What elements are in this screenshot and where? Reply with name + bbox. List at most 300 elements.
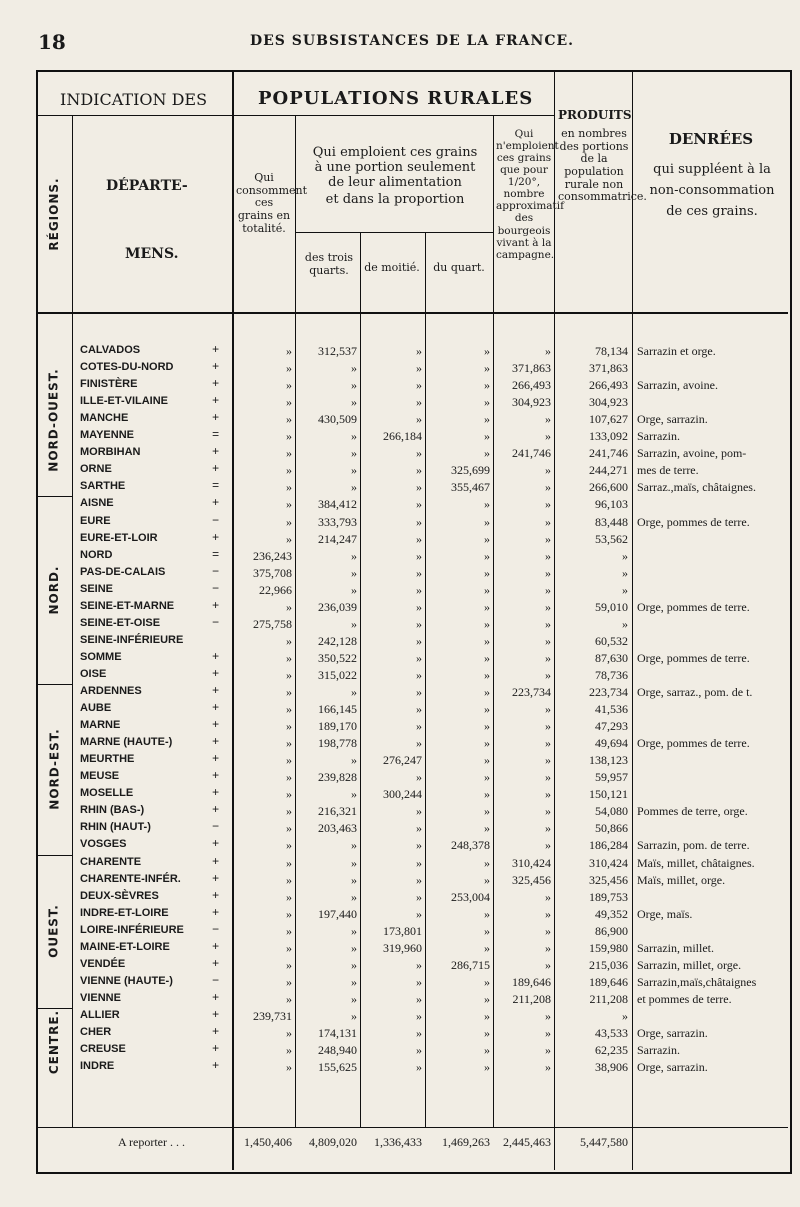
cell-trois-quarts: » (351, 940, 357, 955)
department-name: SEINE-ET-MARNE (80, 599, 175, 612)
cell-produits: 59,957 (595, 770, 628, 785)
cell-trois-quarts: 155,625 (318, 1060, 357, 1075)
cell-moitie: » (416, 872, 422, 887)
cell-trois-quarts: 174,131 (318, 1026, 357, 1040)
cell-vingtieme: » (545, 531, 551, 546)
region-separator (36, 684, 72, 685)
department-name: MAINE-ET-LOIRE (80, 940, 170, 953)
cell-quart: » (484, 736, 490, 751)
cell-totalite: 239,731 (253, 1008, 292, 1023)
cell-trois-quarts: » (351, 787, 357, 802)
cell-vingtieme: » (545, 702, 551, 717)
cell-vingtieme: » (545, 1060, 551, 1075)
department-name: MAYENNE (80, 429, 134, 442)
cell-quart: 248,378 (451, 838, 490, 853)
cell-produits: 49,352 (595, 906, 628, 921)
cell-produits: 53,562 (595, 531, 628, 546)
cell-totalite: » (286, 821, 292, 836)
cell-totalite: » (286, 633, 292, 648)
row-mark: + (212, 888, 220, 903)
cell-trois-quarts: 384,412 (318, 497, 357, 512)
department-name: CREUSE (80, 1043, 126, 1056)
totals-moitie: 1,336,433 (374, 1135, 422, 1149)
row-mark: + (212, 360, 220, 375)
cell-produits: 43,533 (595, 1026, 628, 1040)
cell-produits: 78,736 (595, 667, 628, 682)
row-mark: + (212, 598, 220, 613)
department-name: VIENNE (80, 991, 121, 1004)
cell-produits: 223,734 (589, 685, 628, 699)
cell-trois-quarts: » (351, 1008, 357, 1023)
cell-totalite: » (286, 923, 292, 938)
department-name: EURE (80, 514, 111, 527)
cell-trois-quarts: 203,463 (318, 821, 357, 836)
header-portion-2: à une portion seulement (314, 160, 476, 175)
cell-vingtieme: » (545, 923, 551, 938)
header-portion-1: Qui emploient ces grains (312, 145, 478, 160)
cell-quart: 325,699 (451, 463, 490, 478)
department-name: FINISTÈRE (80, 378, 138, 391)
cell-moitie: » (416, 463, 422, 478)
cell-quart: » (484, 821, 490, 836)
cell-produits: 49,694 (595, 736, 628, 751)
cell-totalite: 275,758 (253, 616, 292, 631)
cell-moitie: » (416, 685, 422, 699)
cell-totalite: » (286, 685, 292, 699)
cell-moitie: » (416, 395, 422, 410)
cell-quart: » (484, 582, 490, 597)
cell-totalite: » (286, 514, 292, 529)
cell-produits: 59,010 (595, 599, 628, 614)
cell-trois-quarts: » (351, 565, 357, 580)
cell-trois-quarts: 239,828 (318, 770, 357, 785)
cell-produits: 107,627 (589, 412, 628, 427)
cell-vingtieme: 211,208 (512, 991, 551, 1006)
header-departements-1: DÉPARTE- (106, 178, 188, 194)
row-mark: + (212, 343, 220, 357)
cell-quart: » (484, 940, 490, 955)
row-mark: + (212, 411, 220, 426)
running-head: DES SUBSISTANCES DE LA FRANCE. (250, 33, 575, 49)
cell-trois-quarts: » (351, 685, 357, 699)
cell-totalite: » (286, 719, 292, 734)
row-mark: + (212, 1007, 220, 1022)
row-mark: + (212, 735, 220, 750)
cell-produits: 189,646 (589, 974, 628, 989)
header-trois-quarts: des trois quarts. (304, 251, 354, 277)
cell-vingtieme: » (545, 548, 551, 563)
cell-produits: » (622, 582, 628, 597)
cell-produits: 304,923 (589, 395, 628, 410)
cell-moitie: » (416, 361, 422, 376)
header-regions: RÉGIONS. (47, 177, 61, 251)
row-mark: + (212, 666, 220, 681)
cell-vingtieme: » (545, 565, 551, 580)
cell-totalite: » (286, 753, 292, 768)
cell-produits: 38,906 (595, 1060, 628, 1075)
cell-moitie: 266,184 (383, 429, 422, 444)
cell-vingtieme: 371,863 (512, 361, 551, 376)
cell-moitie: » (416, 667, 422, 682)
row-mark: − (212, 615, 220, 630)
cell-moitie: » (416, 446, 422, 461)
cell-totalite: 22,966 (259, 582, 292, 597)
cell-quart: » (484, 616, 490, 631)
department-name: SOMME (80, 650, 122, 663)
region-separator (36, 1008, 72, 1009)
department-name: MEURTHE (80, 753, 135, 766)
cell-denrees: Sarrazin, avoine, pom- (637, 446, 747, 461)
cell-totalite: » (286, 1060, 292, 1075)
row-mark: + (212, 445, 220, 460)
cell-moitie: » (416, 736, 422, 751)
cell-totalite: » (286, 855, 292, 870)
cell-vingtieme: » (545, 599, 551, 614)
row-mark: = (212, 547, 220, 562)
cell-vingtieme: 189,646 (512, 974, 551, 989)
department-name: ORNE (80, 463, 112, 476)
cell-produits: 86,900 (595, 923, 628, 938)
cell-vingtieme: » (545, 719, 551, 734)
header-moitie: de moitié. (364, 261, 420, 274)
department-name: SEINE-ET-OISE (80, 616, 161, 629)
cell-vingtieme: » (545, 957, 551, 972)
cell-denrees: Orge, pommes de terre. (637, 650, 750, 665)
cell-produits: 189,753 (589, 889, 628, 904)
cell-totalite: » (286, 429, 292, 444)
cell-totalite: » (286, 974, 292, 989)
cell-totalite: 375,708 (253, 565, 292, 580)
cell-moitie: » (416, 1043, 422, 1058)
department-name: INDRE-ET-LOIRE (80, 906, 169, 919)
cell-quart: » (484, 667, 490, 682)
cell-moitie: » (416, 548, 422, 563)
row-mark: − (212, 564, 220, 579)
row-mark: + (212, 752, 220, 767)
cell-trois-quarts: » (351, 991, 357, 1006)
cell-quart: » (484, 395, 490, 410)
cell-produits: 325,456 (589, 872, 628, 887)
cell-trois-quarts: 214,247 (318, 531, 357, 546)
totals-produits: 5,447,580 (580, 1135, 628, 1149)
cell-trois-quarts: 236,039 (318, 599, 357, 614)
cell-trois-quarts: 333,793 (318, 514, 357, 529)
cell-trois-quarts: 197,440 (318, 906, 357, 921)
row-mark: + (212, 530, 220, 545)
department-name: PAS-DE-CALAIS (80, 565, 166, 578)
cell-denrees: Sarrazin. (637, 1043, 680, 1058)
cell-vingtieme: » (545, 582, 551, 597)
cell-denrees: Maïs, millet, châtaignes. (637, 855, 755, 870)
cell-trois-quarts: » (351, 378, 357, 393)
cell-denrees: Maïs, millet, orge. (637, 872, 726, 887)
cell-quart: » (484, 719, 490, 734)
cell-trois-quarts: 248,940 (318, 1043, 357, 1058)
row-mark: + (212, 462, 220, 477)
cell-totalite: 236,243 (253, 548, 292, 563)
department-name: VIENNE (HAUTE-) (80, 974, 173, 987)
cell-totalite: » (286, 344, 292, 358)
cell-totalite: » (286, 838, 292, 853)
cell-trois-quarts: 312,537 (318, 344, 357, 358)
cell-trois-quarts: 315,022 (318, 667, 357, 682)
cell-produits: » (622, 565, 628, 580)
header-produits-desc: en nombres des portions de la population rurale non consommatrice. (558, 127, 647, 204)
cell-moitie: » (416, 770, 422, 785)
cell-produits: 159,980 (589, 940, 628, 955)
cell-totalite: » (286, 531, 292, 546)
cell-produits: 241,746 (589, 446, 628, 461)
cell-totalite: » (286, 446, 292, 461)
department-name: MOSELLE (80, 787, 134, 800)
cell-trois-quarts: » (351, 616, 357, 631)
row-mark: + (212, 394, 220, 409)
cell-trois-quarts: » (351, 361, 357, 376)
row-mark: + (212, 956, 220, 971)
cell-vingtieme: » (545, 650, 551, 665)
cell-produits: 41,536 (595, 702, 628, 717)
row-mark: + (212, 1042, 220, 1057)
cell-moitie: » (416, 599, 422, 614)
cell-vingtieme: 241,746 (512, 446, 551, 461)
cell-produits: 211,208 (589, 991, 628, 1006)
cell-quart: » (484, 531, 490, 546)
cell-trois-quarts: » (351, 838, 357, 853)
department-name: CHER (80, 1026, 112, 1038)
department-name: RHIN (BAS-) (80, 804, 145, 817)
cell-quart: 286,715 (451, 957, 490, 972)
row-mark: − (212, 973, 220, 988)
cell-quart: » (484, 565, 490, 580)
cell-moitie: » (416, 650, 422, 665)
row-mark: + (212, 803, 220, 818)
department-name: CHARENTE (80, 855, 142, 868)
cell-vingtieme: » (545, 1008, 551, 1023)
cell-denrees: Orge, pommes de terre. (637, 514, 750, 529)
cell-vingtieme: » (545, 736, 551, 751)
cell-moitie: » (416, 804, 422, 819)
header-portion-3: de leur alimentation (328, 175, 462, 190)
cell-moitie: » (416, 582, 422, 597)
cell-quart: » (484, 633, 490, 648)
row-mark: − (212, 513, 220, 528)
cell-moitie: » (416, 497, 422, 512)
cell-moitie: » (416, 1026, 422, 1040)
department-name: ARDENNES (80, 685, 142, 697)
cell-quart: » (484, 446, 490, 461)
cell-totalite: » (286, 736, 292, 751)
cell-quart: 355,467 (451, 480, 490, 495)
cell-quart: » (484, 1008, 490, 1023)
header-portion-4: et dans la proportion (325, 192, 465, 207)
region-label: NORD-EST. (47, 728, 61, 810)
cell-trois-quarts: 242,128 (318, 633, 357, 648)
cell-trois-quarts: » (351, 855, 357, 870)
department-name: DEUX-SÈVRES (80, 889, 159, 902)
row-mark: = (212, 428, 220, 443)
cell-moitie: » (416, 480, 422, 495)
cell-vingtieme: » (545, 429, 551, 444)
cell-totalite: » (286, 957, 292, 972)
cell-trois-quarts: 189,170 (318, 719, 357, 734)
row-mark: + (212, 684, 220, 698)
header-indication-des: INDICATION DES (60, 90, 208, 109)
cell-totalite: » (286, 599, 292, 614)
cell-quart: » (484, 753, 490, 768)
cell-totalite: » (286, 497, 292, 512)
cell-denrees: et pommes de terre. (637, 991, 732, 1006)
cell-totalite: » (286, 650, 292, 665)
department-name: MARNE (80, 719, 121, 732)
cell-moitie: » (416, 412, 422, 427)
cell-quart: » (484, 872, 490, 887)
cell-quart: » (484, 923, 490, 938)
cell-moitie: » (416, 838, 422, 853)
cell-quart: » (484, 991, 490, 1006)
header-vingtieme: Qui n'emploient ces grains que pour 1/20°, nombre approximatif des bourgeois vivant à la campagne. (496, 128, 565, 261)
cell-produits: 266,493 (589, 378, 628, 393)
cell-produits: 47,293 (595, 719, 628, 734)
cell-produits: 244,271 (589, 463, 628, 478)
cell-moitie: 300,244 (383, 787, 422, 802)
region-label: NORD-OUEST. (47, 368, 61, 472)
cell-moitie: » (416, 906, 422, 921)
cell-moitie: » (416, 633, 422, 648)
cell-trois-quarts: » (351, 957, 357, 972)
cell-vingtieme: » (545, 463, 551, 478)
cell-produits: 96,103 (595, 497, 628, 512)
header-departements-2: MENS. (125, 246, 179, 262)
department-name: ILLE-ET-VILAINE (80, 395, 168, 408)
cell-denrees: Sarrazin et orge. (637, 344, 716, 358)
department-name: COTES-DU-NORD (80, 361, 174, 374)
cell-totalite: » (286, 940, 292, 955)
cell-trois-quarts: » (351, 429, 357, 444)
cell-quart: » (484, 514, 490, 529)
cell-vingtieme: » (545, 344, 551, 358)
cell-vingtieme: » (545, 821, 551, 836)
region-label: NORD. (47, 565, 62, 615)
cell-moitie: » (416, 889, 422, 904)
cell-denrees: Sarraz.,maïs, châtaignes. (637, 480, 756, 495)
cell-quart: 253,004 (451, 889, 490, 904)
department-name: MEUSE (80, 770, 120, 783)
cell-quart: » (484, 1043, 490, 1058)
region-label: OUEST. (47, 904, 61, 959)
cell-vingtieme: » (545, 412, 551, 427)
cell-moitie: » (416, 616, 422, 631)
cell-quart: » (484, 787, 490, 802)
cell-quart: » (484, 412, 490, 427)
cell-denrees: Sarrazin, pom. de terre. (637, 838, 750, 853)
cell-vingtieme: » (545, 787, 551, 802)
cell-moitie: » (416, 378, 422, 393)
cell-quart: » (484, 906, 490, 921)
cell-produits: » (622, 548, 628, 563)
cell-moitie: » (416, 855, 422, 870)
cell-quart: » (484, 378, 490, 393)
cell-trois-quarts: » (351, 889, 357, 904)
cell-denrees: Orge, pommes de terre. (637, 736, 750, 751)
cell-denrees: Sarrazin, avoine. (637, 378, 718, 393)
header-denrees-desc: qui suppléent à la non-consommation de ces grains. (649, 162, 775, 219)
cell-moitie: » (416, 344, 422, 358)
cell-totalite: » (286, 412, 292, 427)
cell-quart: » (484, 770, 490, 785)
cell-denrees: Pommes de terre, orge. (637, 804, 748, 819)
department-name: ALLIER (80, 1008, 120, 1021)
row-mark: + (212, 718, 220, 733)
cell-totalite: » (286, 804, 292, 819)
cell-produits: 371,863 (589, 361, 628, 376)
cell-trois-quarts: » (351, 548, 357, 563)
cell-moitie: » (416, 991, 422, 1006)
cell-vingtieme: 325,456 (512, 872, 551, 887)
cell-vingtieme: » (545, 480, 551, 495)
cell-moitie: » (416, 702, 422, 717)
cell-trois-quarts: 350,522 (318, 650, 357, 665)
cell-quart: » (484, 1060, 490, 1075)
department-name: SEINE-INFÉRIEURE (80, 633, 184, 646)
cell-moitie: » (416, 514, 422, 529)
cell-totalite: » (286, 667, 292, 682)
cell-vingtieme: » (545, 753, 551, 768)
cell-produits: 215,036 (589, 957, 628, 972)
cell-totalite: » (286, 702, 292, 717)
cell-vingtieme: » (545, 633, 551, 648)
cell-produits: 83,448 (595, 514, 628, 529)
cell-moitie: » (416, 974, 422, 989)
row-mark: + (212, 377, 220, 392)
cell-vingtieme: » (545, 616, 551, 631)
cell-quart: » (484, 599, 490, 614)
cell-trois-quarts: » (351, 974, 357, 989)
cell-totalite: » (286, 480, 292, 495)
cell-totalite: » (286, 463, 292, 478)
cell-produits: 54,080 (595, 804, 628, 819)
cell-vingtieme: » (545, 514, 551, 529)
cell-totalite: » (286, 991, 292, 1006)
cell-totalite: » (286, 1026, 292, 1040)
cell-vingtieme: » (545, 497, 551, 512)
row-mark: + (212, 854, 220, 869)
department-name: RHIN (HAUT-) (80, 821, 151, 834)
row-mark: − (212, 820, 220, 835)
cell-quart: » (484, 344, 490, 358)
cell-produits: 78,134 (595, 344, 628, 358)
department-name: MANCHE (80, 412, 129, 425)
cell-quart: » (484, 702, 490, 717)
cell-totalite: » (286, 872, 292, 887)
row-mark: + (212, 496, 220, 511)
row-mark: + (212, 769, 220, 784)
cell-produits: » (622, 1008, 628, 1023)
row-mark: + (212, 649, 220, 664)
department-name: EURE-ET-LOIR (80, 531, 158, 544)
totals-totalite: 1,450,406 (244, 1135, 292, 1149)
cell-vingtieme: » (545, 838, 551, 853)
cell-vingtieme: 266,493 (512, 378, 551, 393)
cell-vingtieme: » (545, 667, 551, 682)
cell-vingtieme: 304,923 (512, 395, 551, 410)
cell-vingtieme: » (545, 940, 551, 955)
cell-trois-quarts: 216,321 (318, 804, 357, 819)
cell-produits: 150,121 (589, 787, 628, 802)
department-name: INDRE (80, 1060, 115, 1073)
totals-trois-quarts: 4,809,020 (309, 1135, 357, 1149)
cell-quart: » (484, 361, 490, 376)
cell-produits: 266,600 (589, 480, 628, 495)
